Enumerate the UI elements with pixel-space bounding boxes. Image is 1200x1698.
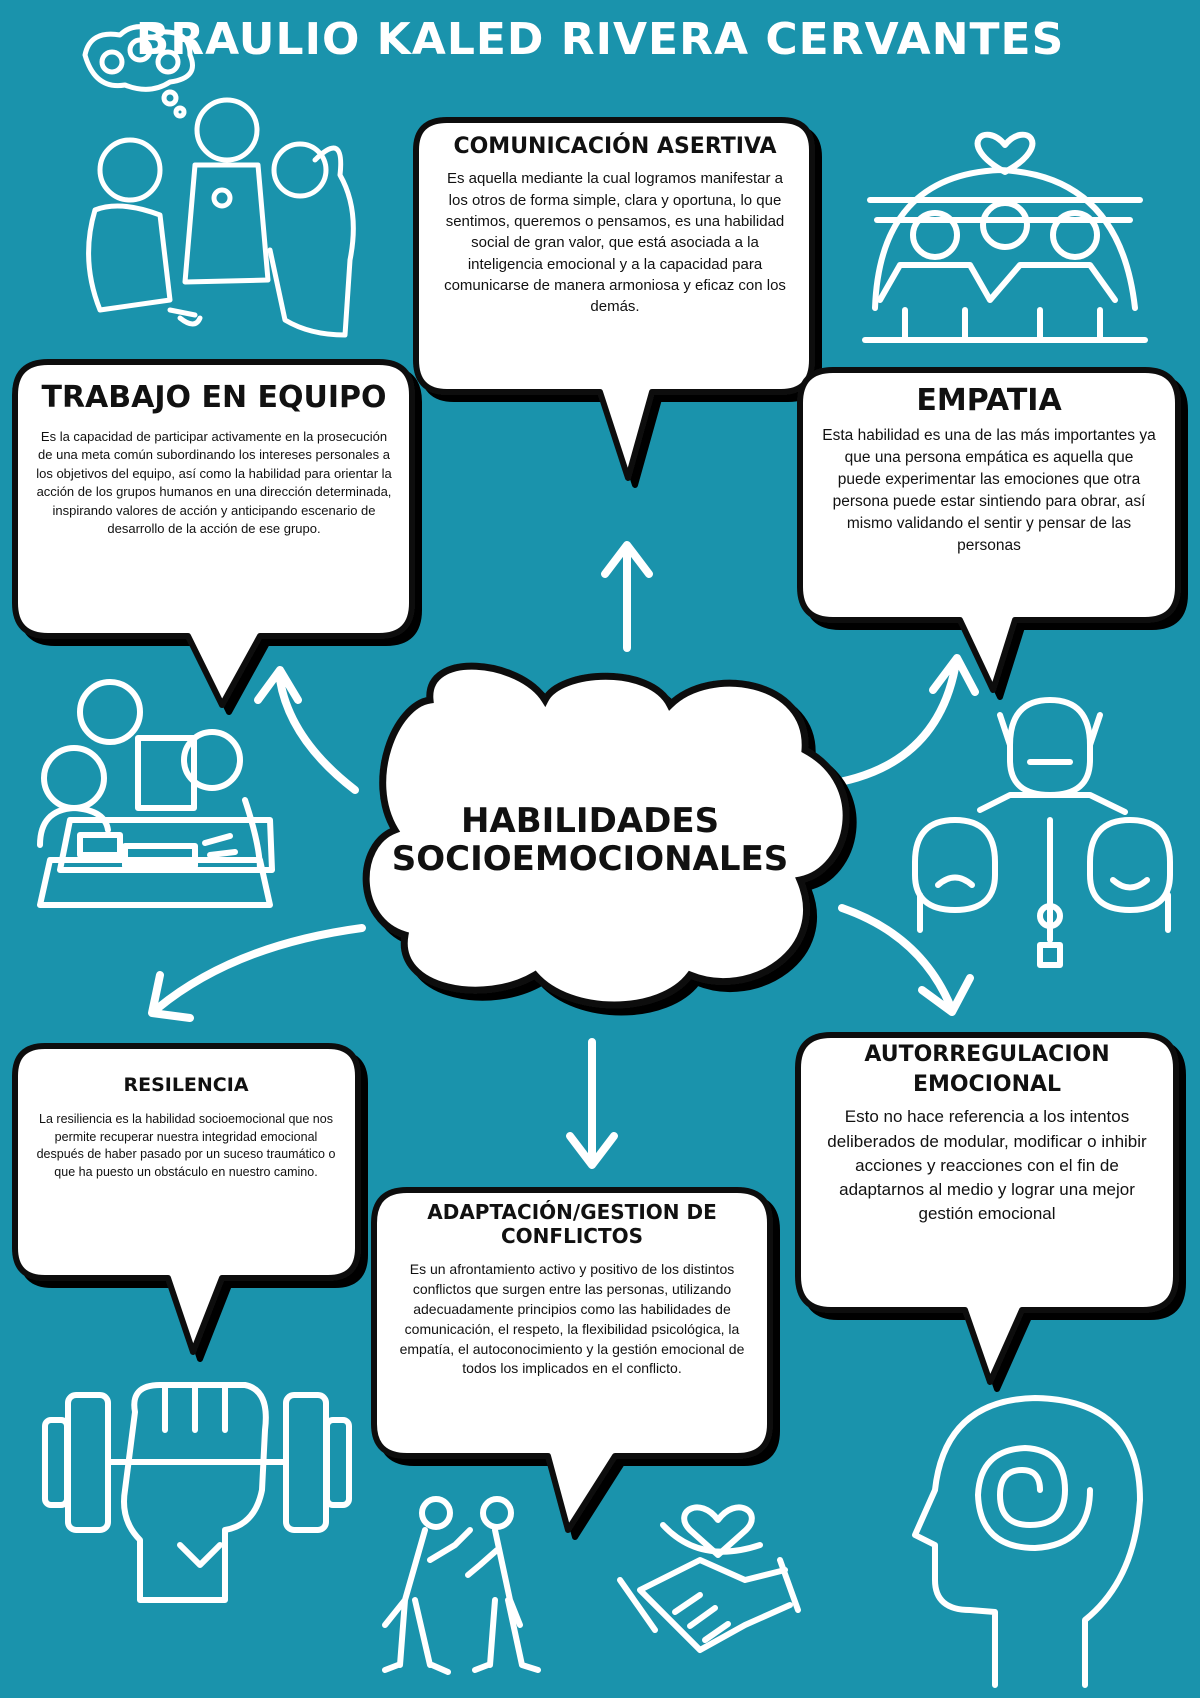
trabajo-en-equipo-body: Es la capacidad de participar activamente en la prosecución de una meta común subordinando los intereses personales a los objetivos del equipo, así como la habilidad para orientar la acción de los grupos humanos en una dirección determinada, inspirando valores de acción y anticipando escenario de desarrollo de la acción de ese grupo. [36, 429, 392, 537]
empatia-text [822, 383, 1156, 557]
trabajo-en-equipo-heading: TRABAJO EN EQUIPO [41, 380, 387, 415]
adaptacion-body: Es un afrontamiento activo y positivo de los distintos conflictos que surgen entre las personas, utilizando adecuadamente principios como las habilidades de comunicación, el respeto, la flexibilidad psicológica, la empatía, el autoconocimiento y la gestión emocional de todos los implicados en el conflicto. [399, 1261, 745, 1377]
resiliencia-heading: RESILENCIA [123, 1074, 249, 1096]
team-meeting-icon [40, 682, 272, 905]
resiliencia-body: La resiliencia es la habilidad socioemocional que nos permite recuperar nuestra integridad emocional después de haber pasado por un suceso traumático o que ha puesto un obstáculo en nuestro camino. [36, 1111, 336, 1180]
arrow-to-resiliencia [152, 928, 362, 1018]
center-topic [380, 802, 800, 878]
mind-spiral-icon [915, 1398, 1140, 1685]
autorregulacion-heading [818, 1040, 1156, 1099]
trabajo-en-equipo-text [36, 380, 392, 539]
adaptacion-text [393, 1200, 751, 1379]
two-people-arguing-icon [385, 1499, 538, 1672]
empatia-heading: EMPATIA [916, 383, 1062, 418]
arrow-to-trabajo [258, 670, 355, 790]
empatia-body: Esta habilidad es una de las más importantes ya que una persona empática es aquella que puede experimentar las emociones que otra persona puede estar sintiendo para obrar, así mismo validando el sentir y pensar de las personas [822, 427, 1156, 554]
center-topic-line1: HABILIDADES [460, 801, 720, 841]
autorregulacion-heading-line2: EMOCIONAL [912, 1071, 1062, 1097]
autorregulacion-text [818, 1040, 1156, 1226]
arrow-up [605, 545, 649, 648]
comunicacion-asertiva-body: Es aquella mediante la cual logramos manifestar a los otros de forma simple, clara y oportuna, lo que sentimos, queremos o pensamos, es una habilidad social de gran valor, que está asociada a la inteligencia emocional y a la capacidad para comunicarse de manera armoniosa y eficaz con los demás. [444, 170, 786, 316]
arrow-to-empatia [822, 658, 975, 785]
handshake-heart-icon [620, 1507, 798, 1650]
adaptacion-heading [393, 1200, 751, 1248]
resiliencia-text [30, 1074, 342, 1182]
comunicacion-asertiva-heading: COMUNICACIÓN ASERTIVA [453, 134, 777, 159]
empathy-group-icon [915, 700, 1170, 965]
center-topic-line2: SOCIOEMOCIONALES [391, 839, 789, 880]
people-talking-icon [85, 27, 353, 335]
arrow-down [570, 1042, 614, 1165]
strength-dumbbell-icon [45, 1385, 349, 1600]
autorregulacion-heading-line1: AUTORREGULACION [864, 1042, 1110, 1067]
autorregulacion-body: Esto no hace referencia a los intentos deliberados de modular, modificar o inhibir acciones y reacciones con el fin de adaptarnos al medio y lograr una mejor gestión emocional [827, 1107, 1147, 1223]
comunicacion-asertiva-text [440, 134, 790, 317]
adaptacion-heading-line2: CONFLICTOS [501, 1224, 643, 1248]
arrow-to-autorregulacion [842, 908, 970, 1012]
community-heart-icon [865, 135, 1145, 340]
adaptacion-heading-line1: ADAPTACIÓN/GESTION DE [427, 1200, 717, 1224]
page-title: BRAULIO KALED RIVERA CERVANTES [135, 14, 1065, 65]
